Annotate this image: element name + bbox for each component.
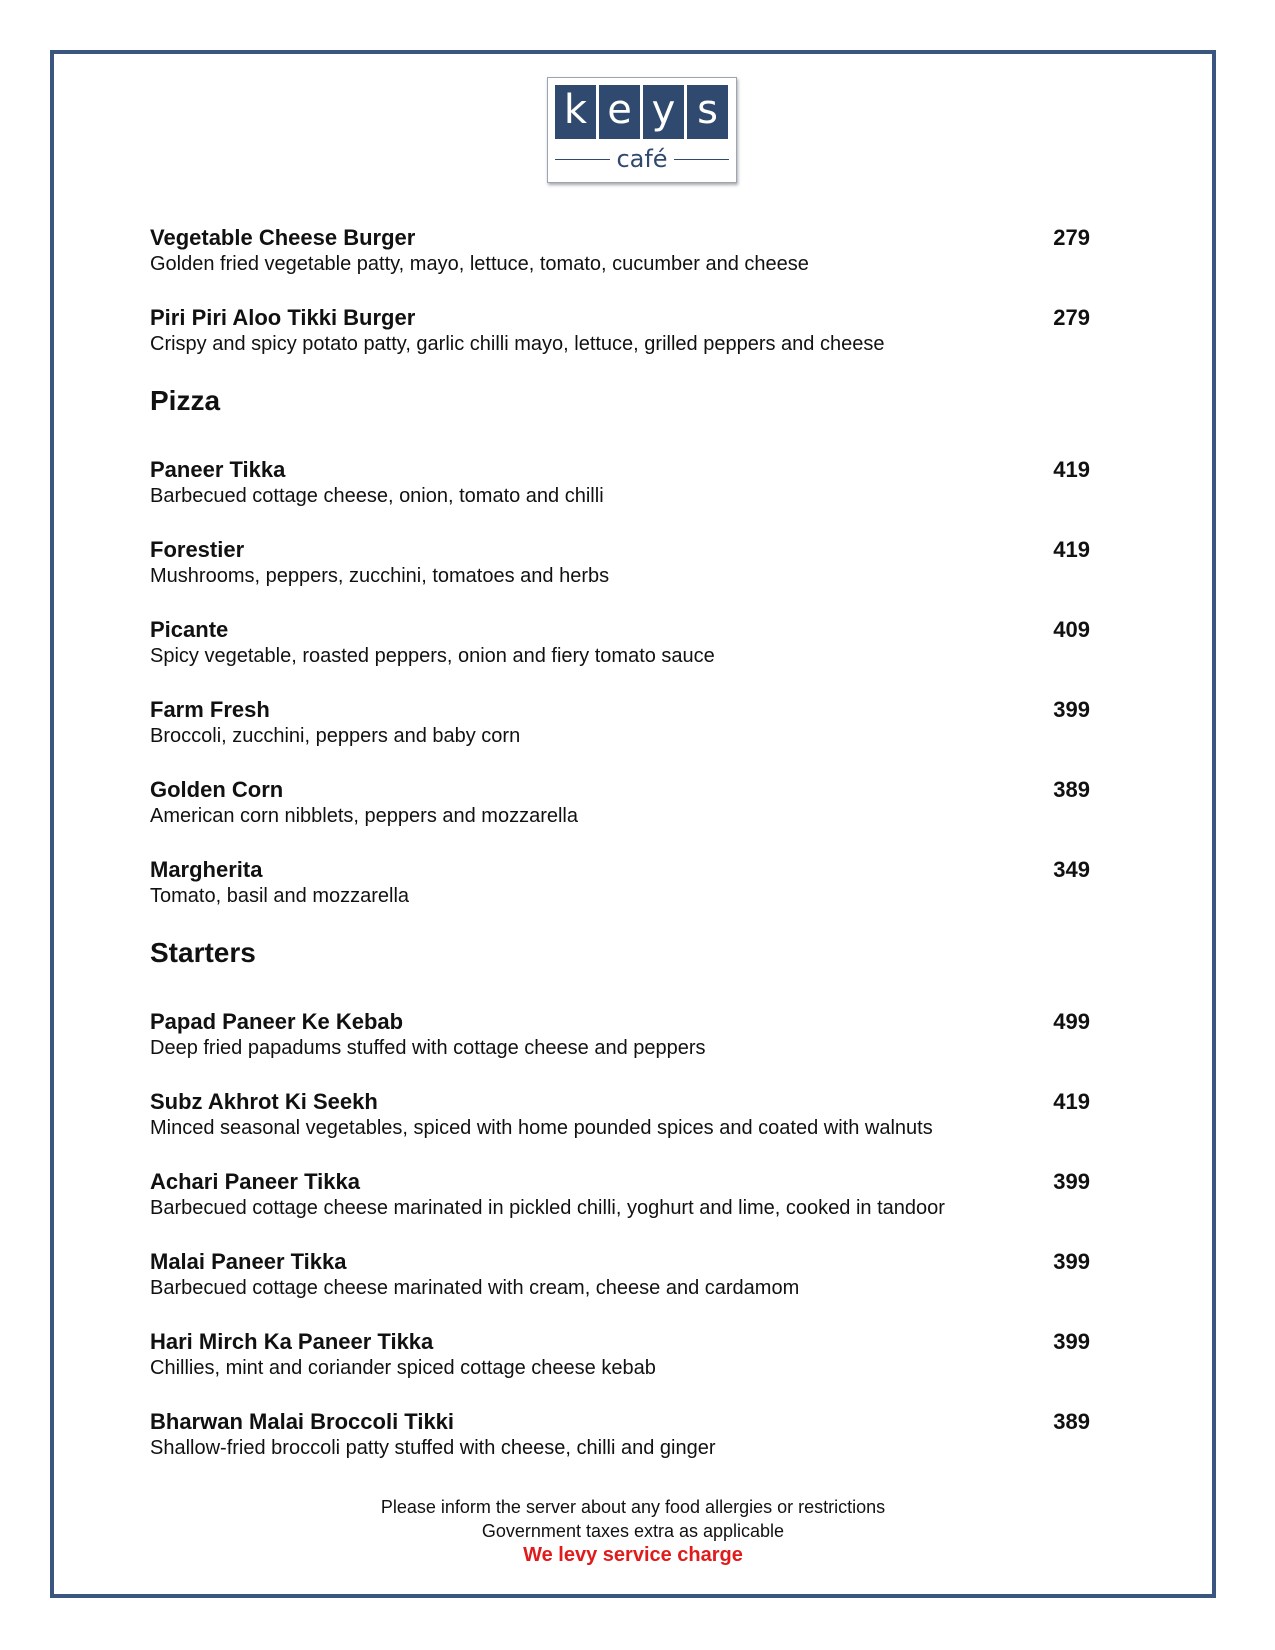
- tax-note: Government taxes extra as applicable: [481, 1521, 785, 1541]
- keys-cafe-logo: [547, 77, 737, 183]
- logo-letter: s: [687, 85, 728, 139]
- item-name: Forestier: [150, 537, 245, 562]
- item-price: 409: [1053, 617, 1090, 642]
- logo-letter: e: [599, 85, 640, 139]
- logo-divider: [555, 159, 610, 160]
- section-title-starters: Starters: [150, 937, 256, 968]
- logo-letters: [555, 85, 728, 139]
- item-name: Subz Akhrot Ki Seekh: [150, 1089, 378, 1114]
- logo-letter: y: [643, 85, 684, 139]
- item-description: Barbecued cottage cheese marinated in pickled chilli, yoghurt and lime, cooked in tandoor: [150, 1197, 945, 1219]
- service-charge-note: We levy service charge: [523, 1544, 743, 1566]
- item-name: Achari Paneer Tikka: [150, 1169, 360, 1194]
- item-description: Spicy vegetable, roasted peppers, onion and fiery tomato sauce: [150, 645, 715, 667]
- menu-item: [150, 1168, 1090, 1221]
- menu-item: [150, 1408, 1090, 1461]
- pizza-items: [150, 456, 1090, 909]
- item-name: Malai Paneer Tikka: [150, 1249, 347, 1274]
- item-description: Crispy and spicy potato patty, garlic chilli mayo, lettuce, grilled peppers and cheese: [150, 333, 885, 355]
- menu-item: [150, 776, 1090, 829]
- item-name: Golden Corn: [150, 777, 284, 802]
- item-name: Papad Paneer Ke Kebab: [150, 1009, 404, 1034]
- item-name: Vegetable Cheese Burger: [150, 225, 416, 250]
- item-price: 389: [1053, 777, 1090, 802]
- item-price: 419: [1053, 537, 1090, 562]
- menu-item: [150, 616, 1090, 669]
- menu-item: [150, 224, 1090, 277]
- item-description: Barbecued cottage cheese, onion, tomato and chilli: [150, 485, 604, 507]
- item-description: American corn nibblets, peppers and mozzarella: [150, 805, 578, 827]
- item-name: Margherita: [150, 857, 263, 882]
- allergy-note: Please inform the server about any food allergies or restrictions: [380, 1497, 886, 1517]
- item-name: Bharwan Malai Broccoli Tikki: [150, 1409, 455, 1434]
- item-description: Golden fried vegetable patty, mayo, lettuce, tomato, cucumber and cheese: [150, 253, 809, 275]
- menu-item: [150, 536, 1090, 589]
- logo-subtitle: [555, 144, 729, 174]
- menu-item: [150, 1248, 1090, 1301]
- section-title-pizza: Pizza: [150, 385, 221, 416]
- item-price: 389: [1053, 1409, 1090, 1434]
- item-description: Tomato, basil and mozzarella: [150, 885, 410, 907]
- item-price: 399: [1053, 697, 1090, 722]
- item-description: Minced seasonal vegetables, spiced with home pounded spices and coated with walnuts: [150, 1117, 933, 1139]
- item-name: Hari Mirch Ka Paneer Tikka: [150, 1329, 434, 1354]
- item-price: 279: [1053, 225, 1090, 250]
- item-description: Shallow-fried broccoli patty stuffed with cheese, chilli and ginger: [150, 1437, 716, 1459]
- item-description: Barbecued cottage cheese marinated with cream, cheese and cardamom: [150, 1277, 800, 1299]
- item-description: Mushrooms, peppers, zucchini, tomatoes and herbs: [150, 565, 610, 587]
- menu-item: [150, 1088, 1090, 1141]
- item-price: 399: [1053, 1169, 1090, 1194]
- item-price: 349: [1053, 857, 1090, 882]
- logo-letter: k: [555, 85, 596, 139]
- menu-item: [150, 456, 1090, 509]
- logo-word: café: [616, 145, 668, 173]
- menu-content: [150, 224, 1090, 1488]
- item-name: Picante: [150, 617, 229, 642]
- menu-item: [150, 696, 1090, 749]
- logo-divider: [674, 159, 729, 160]
- item-price: 499: [1053, 1009, 1090, 1034]
- item-price: 419: [1053, 457, 1090, 482]
- item-price: 419: [1053, 1089, 1090, 1114]
- menu-item: [150, 1008, 1090, 1061]
- item-description: Deep fried papadums stuffed with cottage cheese and peppers: [150, 1037, 706, 1059]
- menu-item: [150, 1328, 1090, 1381]
- menu-item: [150, 856, 1090, 909]
- item-description: Chillies, mint and coriander spiced cottage cheese kebab: [150, 1357, 656, 1379]
- item-price: 279: [1053, 305, 1090, 330]
- burger-items: [150, 224, 1090, 357]
- item-name: Paneer Tikka: [150, 457, 286, 482]
- item-description: Broccoli, zucchini, peppers and baby corn: [150, 725, 521, 747]
- starter-items: [150, 1008, 1090, 1461]
- item-name: Farm Fresh: [150, 697, 270, 722]
- item-price: 399: [1053, 1329, 1090, 1354]
- footer-notes: [50, 1495, 1216, 1567]
- item-price: 399: [1053, 1249, 1090, 1274]
- menu-item: [150, 304, 1090, 357]
- item-name: Piri Piri Aloo Tikki Burger: [150, 305, 416, 330]
